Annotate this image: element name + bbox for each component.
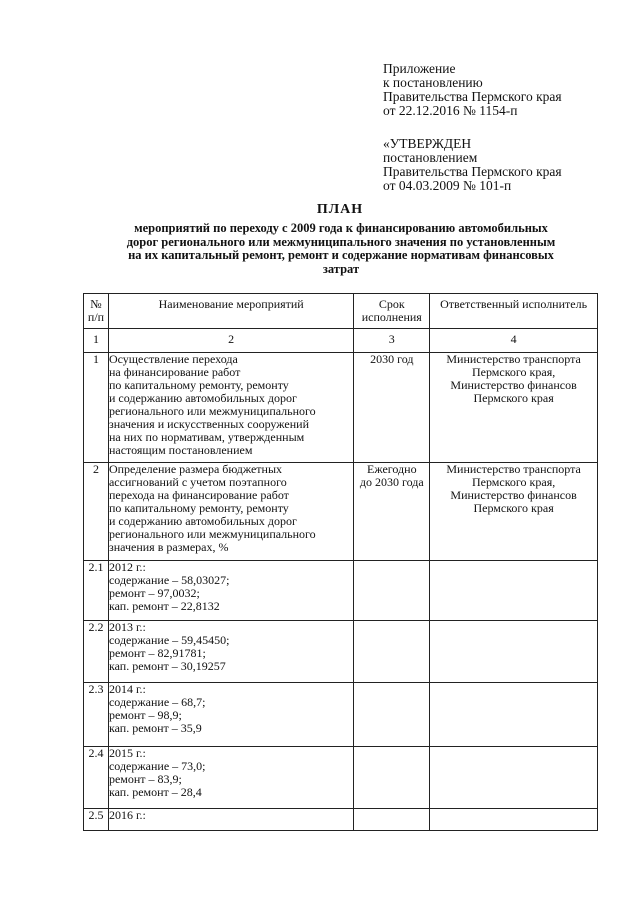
activity-text-line: содержание – 59,45450; [108,633,230,647]
table-body [84,329,598,831]
header-num [84,294,109,329]
row-number: 2 [92,462,99,476]
row-number-cell [84,353,109,463]
deadline-cell [354,463,430,561]
responsible-cell [430,809,598,831]
responsible-cell [430,621,598,683]
activity-text-line: Определение размера бюджетных [108,462,283,476]
approval-line: «УТВЕРЖДЕН [383,136,472,151]
document-title: ПЛАН [316,202,364,217]
activity-text-line: содержание – 73,0; [108,759,206,773]
responsible-cell [430,353,598,463]
document-subtitle [80,222,602,276]
activity-text-line: на них по нормативам, утвержденным [108,430,305,444]
row-number: 2.5 [88,808,104,822]
appendix-line: Приложение [383,61,456,76]
activity-text-line: ремонт – 98,9; [108,708,182,722]
table-row [84,463,598,561]
subtitle-line: дорог регионального или межмуниципального значения по установленным [126,234,556,249]
activity-text-line: и содержанию автомобильных дорог [108,391,297,405]
responsible-text-line: Пермского края, [471,365,556,379]
activity-cell [108,353,353,463]
row-number-cell [84,747,109,809]
activity-text-line: регионального или межмуниципального [108,404,316,418]
activity-text-line: и содержанию автомобильных дорог [108,514,297,528]
subtitle-line: мероприятий по переходу с 2009 года к финансированию автомобильных [134,221,548,235]
activity-text-line: на финансирование работ [108,365,241,379]
subtitle-line: затрат [322,261,360,276]
activity-text-line: перехода на финансирование работ [108,488,289,502]
responsible-cell [430,683,598,747]
deadline-cell [354,621,430,683]
deadline-text-line: до 2030 года [359,475,424,489]
activity-text-line: кап. ремонт – 28,4 [108,785,202,799]
activity-text-line: кап. ремонт – 35,9 [108,721,202,735]
responsible-text-line: Пермского края, [471,475,556,489]
subtitle-line: на их капитальный ремонт, ремонт и содержание нормативам финансовых [128,248,554,262]
responsible-text-line: Пермского края [473,501,554,515]
activity-cell [108,683,353,747]
activity-text-line: ремонт – 97,0032; [108,586,200,600]
deadline-cell [354,683,430,747]
activity-text-line: регионального или межмуниципального [108,527,316,541]
deadline-cell [354,809,430,831]
row-number: 2.2 [88,620,104,634]
approval-line: от 04.03.2009 № 101-п [383,178,512,193]
row-number-cell [84,561,109,621]
activity-text-line: 2014 г.: [108,682,146,696]
row-number-cell [84,621,109,683]
approval-line: постановлением [383,150,478,165]
header-num-line: п/п [87,310,105,324]
deadline-cell [354,561,430,621]
column-number-row [84,329,598,353]
row-number: 2.4 [88,746,104,760]
header-term [354,294,430,329]
responsible-text-line: Пермского края [473,391,554,405]
responsible-text-line: Министерство финансов [450,488,577,502]
header-term-line: Срок [378,297,405,311]
responsible-cell [430,747,598,809]
row-number: 2.3 [88,682,104,696]
row-number: 2.1 [88,560,104,574]
activity-text-line: настоящим постановлением [108,443,253,457]
activity-text-line: 2016 г.: [108,808,146,822]
activity-text-line: 2012 г.: [108,560,146,574]
header-name [108,294,353,329]
table-row [84,561,598,621]
activity-text-line: ремонт – 83,9; [108,772,182,786]
deadline-cell [354,353,430,463]
column-number: 3 [354,329,430,353]
responsible-text-line: Министерство транспорта [446,352,581,366]
column-number: 1 [84,329,109,353]
responsible-text-line: Министерство финансов [450,378,577,392]
activity-text-line: по капитальному ремонту, ремонту [108,378,289,392]
activity-text-line: содержание – 68,7; [108,695,206,709]
table-row [84,747,598,809]
appendix-line: к постановлению [383,75,483,90]
appendix-line: от 22.12.2016 № 1154-п [383,103,518,118]
appendix-line: Правительства Пермского края [383,89,562,104]
header-responsible [430,294,598,329]
row-number-cell [84,463,109,561]
activity-cell [108,561,353,621]
table-row [84,809,598,831]
table-row [84,353,598,463]
activity-text-line: содержание – 58,03027; [108,573,230,587]
column-number: 4 [430,329,598,353]
header-responsible-label: Ответственный исполнитель [440,297,588,311]
deadline-cell [354,747,430,809]
deadline-text-line: 2030 год [370,352,414,366]
activity-text-line: Осуществление перехода [108,352,238,366]
appendix-block [383,62,562,118]
activity-cell [108,809,353,831]
table-header-row [84,294,598,329]
row-number: 1 [92,352,99,366]
activity-cell [108,747,353,809]
header-num-line: № [90,297,102,311]
activity-text-line: ремонт – 82,91781; [108,646,206,660]
approval-block [383,137,562,193]
approval-line: Правительства Пермского края [383,164,562,179]
header-term-line: исполнения [361,310,422,324]
table-row [84,621,598,683]
row-number-cell [84,809,109,831]
activity-text-line: 2015 г.: [108,746,146,760]
column-number: 2 [108,329,353,353]
plan-table [83,293,598,831]
row-number-cell [84,683,109,747]
activity-text-line: кап. ремонт – 30,19257 [108,659,226,673]
deadline-text-line: Ежегодно [366,462,417,476]
activity-text-line: значения в размерах, % [108,540,229,554]
header-name-label: Наименование мероприятий [158,297,304,311]
responsible-text-line: Министерство транспорта [446,462,581,476]
activity-text-line: 2013 г.: [108,620,146,634]
activity-cell [108,463,353,561]
activity-text-line: кап. ремонт – 22,8132 [108,599,220,613]
table-row [84,683,598,747]
responsible-cell [430,561,598,621]
responsible-cell [430,463,598,561]
activity-text-line: значения и искусственных сооружений [108,417,309,431]
activity-cell [108,621,353,683]
activity-text-line: ассигнований с учетом поэтапного [108,475,287,489]
activity-text-line: по капитальному ремонту, ремонту [108,501,289,515]
